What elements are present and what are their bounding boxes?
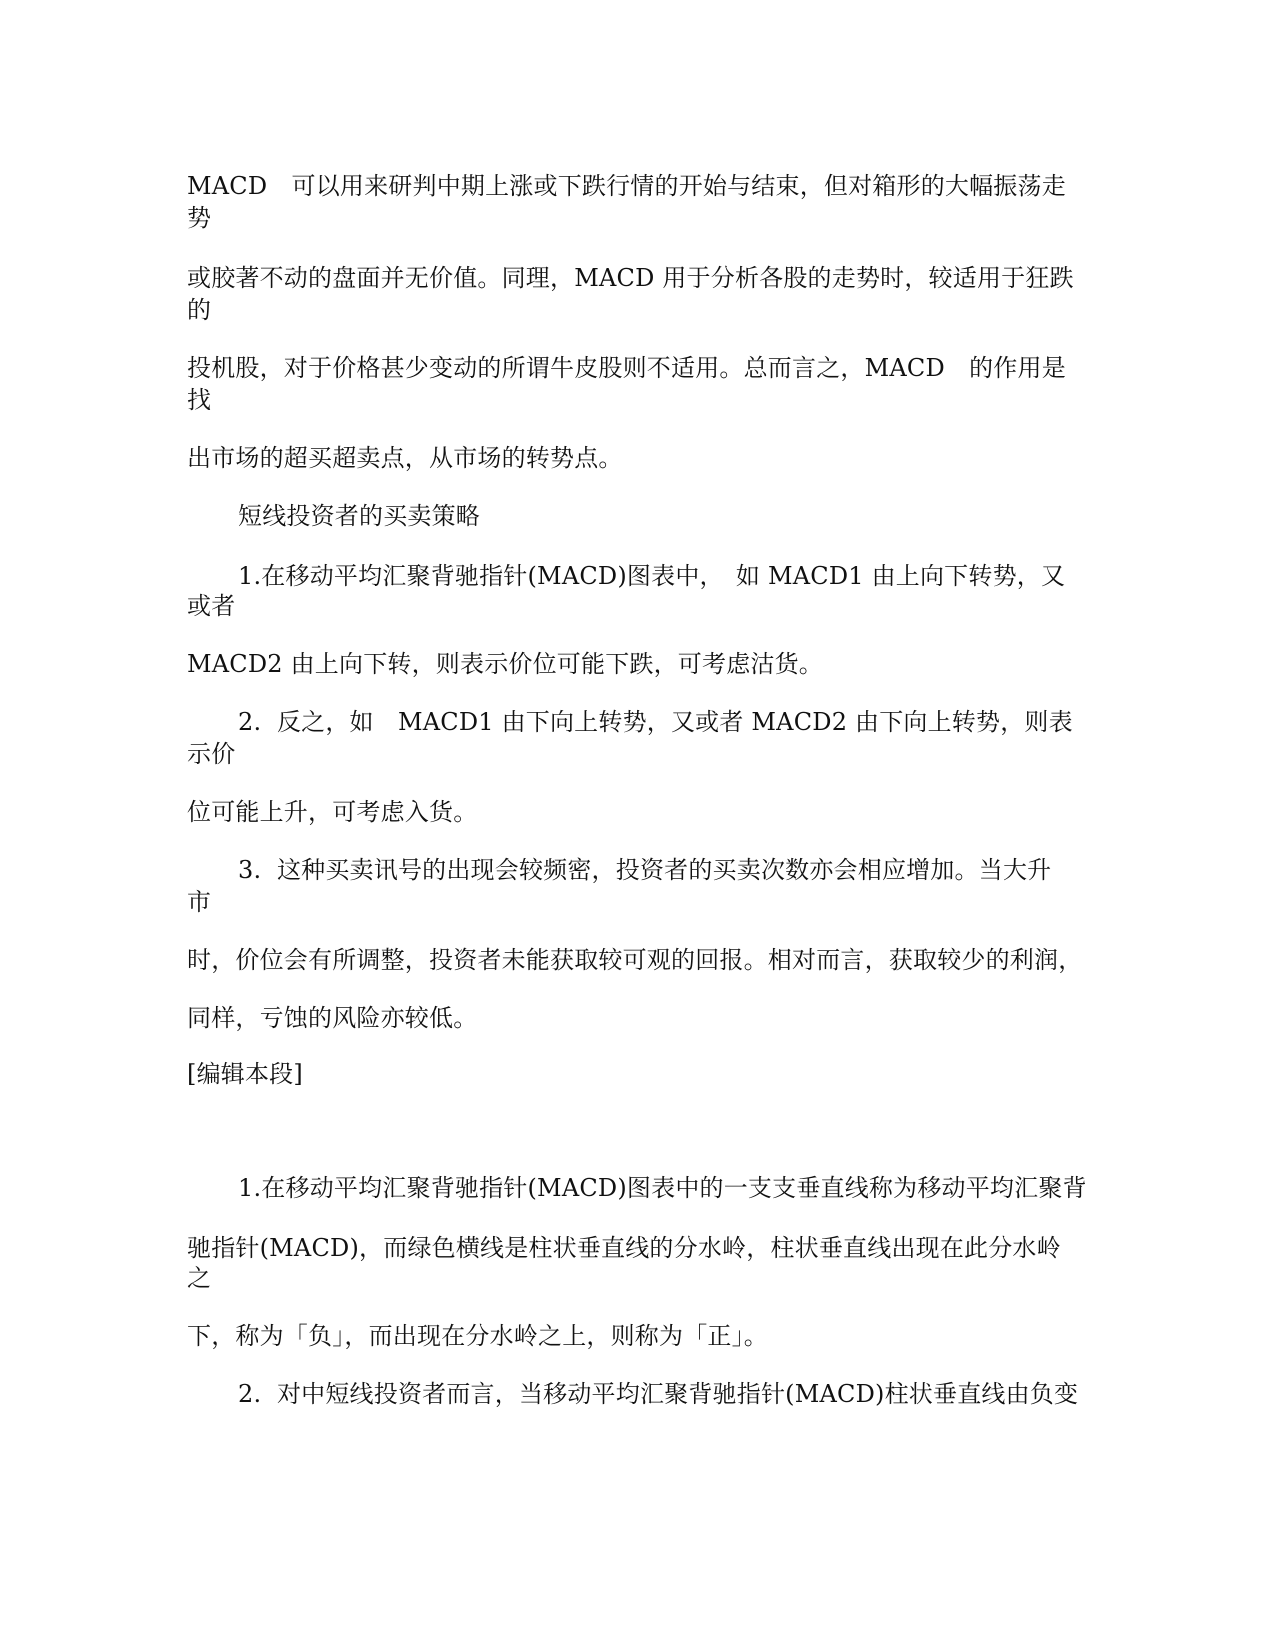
text-line: 1.在移动平均汇聚背驰指针(MACD)图表中， 如 MACD1 由上向下转势，又 <box>238 562 1066 590</box>
text-line: 出市场的超买超卖点，从市场的转势点。 <box>187 444 623 472</box>
text-line: 示价 <box>187 740 236 768</box>
text-line: 或者 <box>187 592 236 620</box>
text-line: MACD2 由上向下转，则表示价位可能下跌，可考虑沽货。 <box>187 650 824 678</box>
text-line: 势 <box>187 204 212 232</box>
text-line: 1.在移动平均汇聚背驰指针(MACD)图表中的一支支垂直线称为移动平均汇聚背 <box>238 1174 1087 1202</box>
text-line: 之 <box>187 1264 212 1292</box>
text-line: 2. 反之，如 MACD1 由下向上转势，又或者 MACD2 由下向上转势，则表 <box>238 708 1073 736</box>
text-line: MACD 可以用来研判中期上涨或下跌行情的开始与结束，但对箱形的大幅振荡走 <box>187 172 1066 200</box>
text-line: 或胶著不动的盘面并无价值。同理，MACD 用于分析各股的走势时，较适用于狂跌 <box>187 264 1074 292</box>
text-line: 3. 这种买卖讯号的出现会较频密，投资者的买卖次数亦会相应增加。当大升 <box>238 856 1052 884</box>
edit-section-link[interactable]: [编辑本段] <box>187 1060 303 1088</box>
text-line: 时，价位会有所调整，投资者未能获取较可观的回报。相对而言，获取较少的利润， <box>187 946 1083 974</box>
text-line: 2. 对中短线投资者而言，当移动平均汇聚背驰指针(MACD)柱状垂直线由负变 <box>238 1380 1079 1408</box>
text-line: 市 <box>187 888 212 916</box>
text-line: 同样，亏蚀的风险亦较低。 <box>187 1004 478 1032</box>
text-line: 投机股，对于价格甚少变动的所谓牛皮股则不适用。总而言之，MACD 的作用是 <box>187 354 1066 382</box>
text-line: 的 <box>187 296 212 324</box>
text-line: 下，称为「负」，而出现在分水岭之上，则称为「正」。 <box>187 1322 768 1350</box>
text-line: 位可能上升，可考虑入货。 <box>187 798 478 826</box>
text-line: 找 <box>187 386 212 414</box>
text-line: 驰指针(MACD)，而绿色横线是柱状垂直线的分水岭，柱状垂直线出现在此分水岭 <box>187 1234 1061 1262</box>
section-heading: 短线投资者的买卖策略 <box>238 502 480 530</box>
